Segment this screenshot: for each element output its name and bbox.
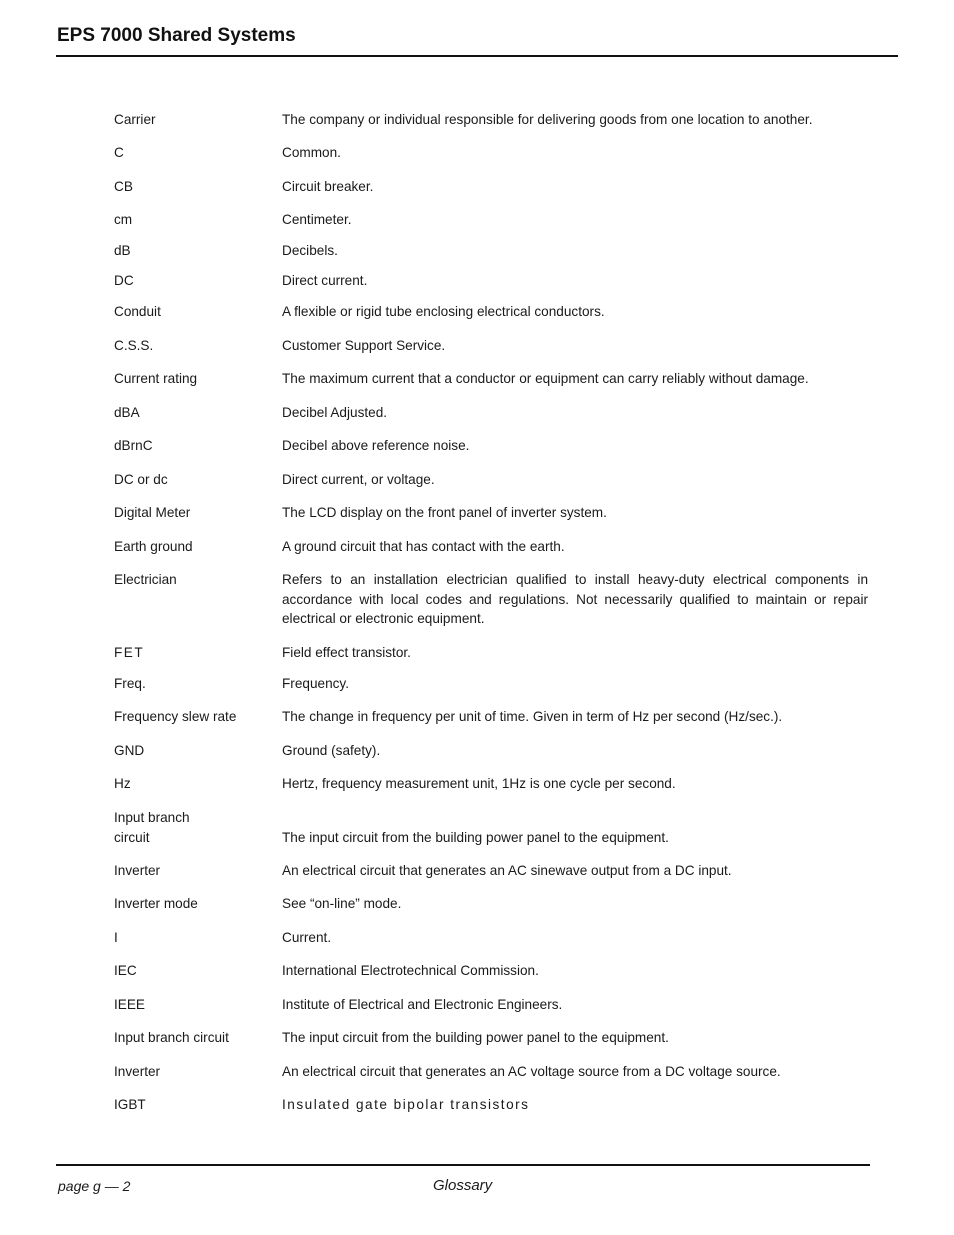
glossary-term: Digital Meter — [114, 505, 191, 520]
glossary-definition: The company or individual responsible for delivering goods from one location to another. — [282, 112, 813, 127]
glossary-definition: Direct current, or voltage. — [282, 472, 435, 487]
glossary-term: DC or dc — [114, 472, 168, 487]
glossary-term: Hz — [114, 776, 131, 791]
glossary-term: Carrier — [114, 112, 156, 127]
glossary-definition: Field effect transistor. — [282, 645, 411, 660]
glossary-term: C.S.S. — [114, 338, 154, 353]
glossary-term: FET — [114, 645, 145, 660]
glossary-term: Current rating — [114, 371, 198, 386]
glossary-term: GND — [114, 743, 145, 758]
glossary-definition: Common. — [282, 145, 341, 160]
glossary-definition: Current. — [282, 930, 332, 945]
glossary-definition: The LCD display on the front panel of inverter system. — [282, 505, 607, 520]
glossary-definition: Circuit breaker. — [282, 179, 374, 194]
glossary-definition: A flexible or rigid tube enclosing electrical conductors. — [282, 304, 605, 319]
footer-section-title: Glossary — [433, 1177, 493, 1194]
glossary-definition: Refers to an installation electrician qualified to install heavy-duty electrical components in accordance with local codes and regulations. Not necessarily qualified to maintain or repair electrical or electronic equipment. — [282, 572, 868, 626]
glossary-definition: Hertz, frequency measurement unit, 1Hz is one cycle per second. — [282, 776, 676, 791]
glossary-definition: The input circuit from the building power panel to the equipment. — [282, 829, 669, 845]
glossary-term: IEC — [114, 963, 137, 978]
glossary-term: dB — [114, 243, 131, 258]
glossary-term: C — [114, 145, 124, 160]
glossary-term: Conduit — [114, 304, 161, 319]
glossary-term: Input branch circuit — [114, 810, 190, 845]
glossary-term: Frequency slew rate — [114, 709, 237, 724]
glossary-definition: Decibels. — [282, 243, 338, 258]
glossary-definition: Decibel Adjusted. — [282, 405, 388, 420]
glossary-definition: See “on-line” mode. — [282, 896, 402, 911]
glossary-definition: The maximum current that a conductor or equipment can carry reliably without damage. — [282, 371, 809, 386]
glossary-term: Electrician — [114, 572, 177, 587]
glossary-term: Inverter — [114, 863, 161, 878]
glossary-term: cm — [114, 212, 133, 227]
header-divider — [56, 55, 898, 57]
glossary-definition: A ground circuit that has contact with the earth. — [282, 539, 565, 554]
glossary-definition: Decibel above reference noise. — [282, 438, 470, 453]
page-number: page g — 2 — [58, 1178, 131, 1194]
glossary-term: Inverter mode — [114, 896, 198, 911]
glossary-definition: Frequency. — [282, 676, 349, 691]
page-header-title: EPS 7000 Shared Systems — [57, 25, 296, 46]
glossary-definition: Ground (safety). — [282, 743, 381, 758]
footer-divider — [56, 1164, 870, 1166]
glossary-term: dBA — [114, 405, 140, 420]
glossary-definition: Centimeter. — [282, 212, 352, 227]
glossary-term: I — [114, 930, 118, 945]
glossary-definition: Customer Support Service. — [282, 338, 446, 353]
glossary-term: Input branch circuit — [114, 1030, 229, 1045]
glossary-definition: International Electrotechnical Commission. — [282, 963, 539, 978]
glossary-term: dBrnC — [114, 438, 153, 453]
glossary-definition: Institute of Electrical and Electronic Engineers. — [282, 997, 563, 1012]
glossary-term: Inverter — [114, 1064, 161, 1079]
glossary-term: DC — [114, 273, 134, 288]
glossary-definition: The change in frequency per unit of time. Given in term of Hz per second (Hz/sec.). — [282, 709, 783, 724]
glossary-definition: An electrical circuit that generates an AC voltage source from a DC voltage source. — [282, 1064, 781, 1079]
glossary-definition: Direct current. — [282, 273, 368, 288]
glossary-term: IGBT — [114, 1097, 146, 1112]
glossary-term: IEEE — [114, 997, 145, 1012]
glossary-definition: An electrical circuit that generates an AC sinewave output from a DC input. — [282, 863, 732, 878]
glossary-term: CB — [114, 179, 133, 194]
glossary-term: Freq. — [114, 676, 146, 691]
glossary-definition: Insulated gate bipolar transistors — [282, 1097, 530, 1112]
glossary-definition: The input circuit from the building power panel to the equipment. — [282, 1030, 669, 1045]
glossary-term: Earth ground — [114, 539, 193, 554]
